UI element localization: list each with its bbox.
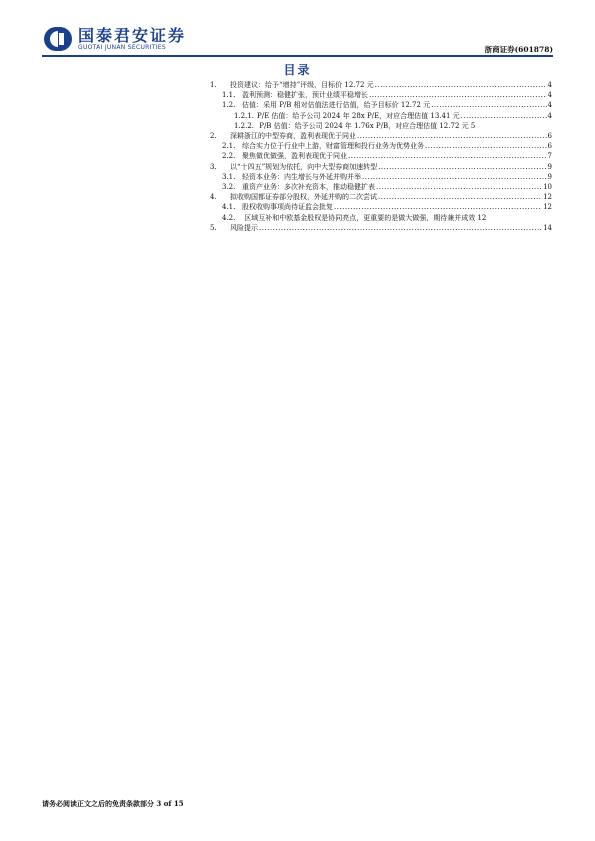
toc-entry-title: 深耕浙江的中型券商，盈利表现优于同业 [230, 132, 356, 141]
toc-entry-page: 5 [470, 121, 476, 130]
toc-entry-title: 聚焦做优做强，盈利表现优于同业 [242, 152, 347, 161]
toc-entry-number: 2. [210, 132, 217, 141]
toc-entry-page: 12 [477, 213, 487, 222]
company-logo [44, 26, 186, 52]
toc-entry-number: 1. [210, 81, 217, 89]
logo-mark-icon [44, 27, 72, 51]
toc-leader-dots [431, 100, 546, 110]
toc-entry-title: 以“十四五”规划为依托，向中大型券商加速转型 [230, 162, 378, 171]
toc-title: 目录 [283, 63, 312, 77]
toc-entry-title: 投资建议：给予“增持”评级，目标价 12.72 元 [230, 81, 374, 89]
toc-entry[interactable] [210, 223, 552, 233]
page-footer-disclaimer: 请务必阅读正文之后的免责条款部分 3 of 15 [42, 799, 184, 808]
toc-entry-page: 12 [543, 193, 552, 202]
toc-entry-page: 14 [543, 223, 552, 232]
toc-entry-number: 3.2. [222, 183, 236, 192]
toc-entry-page: 6 [547, 132, 552, 141]
toc-leader-dots [376, 182, 542, 192]
toc-entry-page: 9 [547, 172, 552, 181]
toc-entry-number: 3.1. [222, 172, 236, 181]
toc-entry-title: P/E 估值：给予公司 2024 年 28x P/E，对应合理估值 13.41 元 [257, 111, 460, 120]
toc-entry-page: 12 [543, 203, 552, 212]
toc-leader-dots [461, 111, 547, 121]
toc-entry[interactable] [210, 80, 552, 90]
toc-entry-number: 4.2. [222, 213, 236, 222]
toc-entry[interactable] [210, 182, 552, 192]
report-company-tag: 浙商证券(601878) [484, 45, 553, 54]
toc-leader-dots [378, 192, 542, 202]
toc-entry-title: 盈利预测：稳健扩张，预计业绩平稳增长 [242, 91, 368, 100]
toc-entry[interactable] [210, 90, 552, 100]
toc-entry[interactable] [210, 213, 552, 223]
toc-entry-number: 2.1. [222, 142, 236, 151]
toc-entry-page: 4 [547, 91, 552, 100]
toc-entry-number: 1.2. [222, 101, 236, 110]
toc-entry-page: 7 [547, 152, 552, 161]
toc-entry-page: 4 [547, 101, 552, 110]
toc-entry-title: 轻资本业务：内生增长与外延并购并举 [242, 172, 361, 181]
toc-leader-dots [259, 223, 542, 233]
toc-leader-dots [362, 172, 547, 182]
toc-leader-dots [378, 162, 546, 172]
toc-entry-title: 重资产业务：多次补充资本，推动稳健扩表 [242, 183, 375, 192]
toc-leader-dots [369, 90, 547, 100]
toc-entry-number: 4.1. [222, 203, 236, 212]
toc-entry-title: 风险提示 [230, 223, 258, 232]
page-header [0, 0, 595, 60]
toc-entry[interactable] [210, 192, 552, 202]
toc-entry-page: 10 [543, 183, 552, 192]
toc-entry[interactable] [210, 100, 552, 110]
toc-entry-page: 6 [547, 142, 552, 151]
toc-entry-title: 拟收购国都证券部分股权，外延并购的二次尝试 [230, 193, 377, 202]
logo-chinese-name: 国泰君安证券 [78, 25, 187, 45]
toc-entry-title: 综合实力位于行业中上游，财富管理和投行业务为优势业务 [242, 142, 424, 151]
toc-entry-number: 5. [210, 223, 217, 232]
toc-leader-dots [357, 131, 547, 141]
toc-entry-number: 1.2.1. [234, 111, 255, 120]
toc-entry-page: 9 [547, 162, 552, 171]
toc-entry-title: P/B 估值：给予公司 2024 年 1.76x P/B，对应合理估值 12.72 元 [259, 121, 469, 130]
toc-entry-number: 4. [210, 193, 217, 202]
toc-entry-title: 股权收购事项尚待证监会批复 [242, 203, 333, 212]
toc-entry[interactable] [210, 111, 552, 121]
toc-entry-number: 1.1. [222, 91, 236, 100]
toc-entry-number: 3. [210, 162, 217, 171]
logo-english-name: GUOTAI JUNAN SECURITIES [78, 43, 166, 51]
toc-leader-dots [425, 141, 547, 151]
toc-entry[interactable] [210, 172, 552, 182]
toc-leader-dots [348, 151, 547, 161]
toc-entry[interactable] [210, 121, 552, 131]
toc-entry[interactable] [210, 202, 552, 212]
toc-entry-number: 2.2. [222, 152, 236, 161]
toc-entry-number: 1.2.2. [234, 121, 255, 130]
toc-entry[interactable] [210, 151, 552, 161]
toc-entry[interactable] [210, 131, 552, 141]
toc-entry-title: 估值：采用 P/B 相对估值法进行估值，给予目标价 12.72 元 [242, 101, 431, 110]
toc-entry-page: 4 [547, 81, 552, 89]
toc-entry[interactable] [210, 162, 552, 172]
toc-leader-dots [334, 202, 542, 212]
table-of-contents [210, 80, 552, 233]
toc-entry-page: 4 [547, 111, 552, 120]
header-divider [42, 55, 553, 57]
toc-entry-title: 区域互补和中欧基金股权是协同亮点，更重要的是做大做强，期待兼并成效 [244, 213, 476, 222]
toc-leader-dots [375, 80, 547, 90]
toc-entry[interactable] [210, 141, 552, 151]
